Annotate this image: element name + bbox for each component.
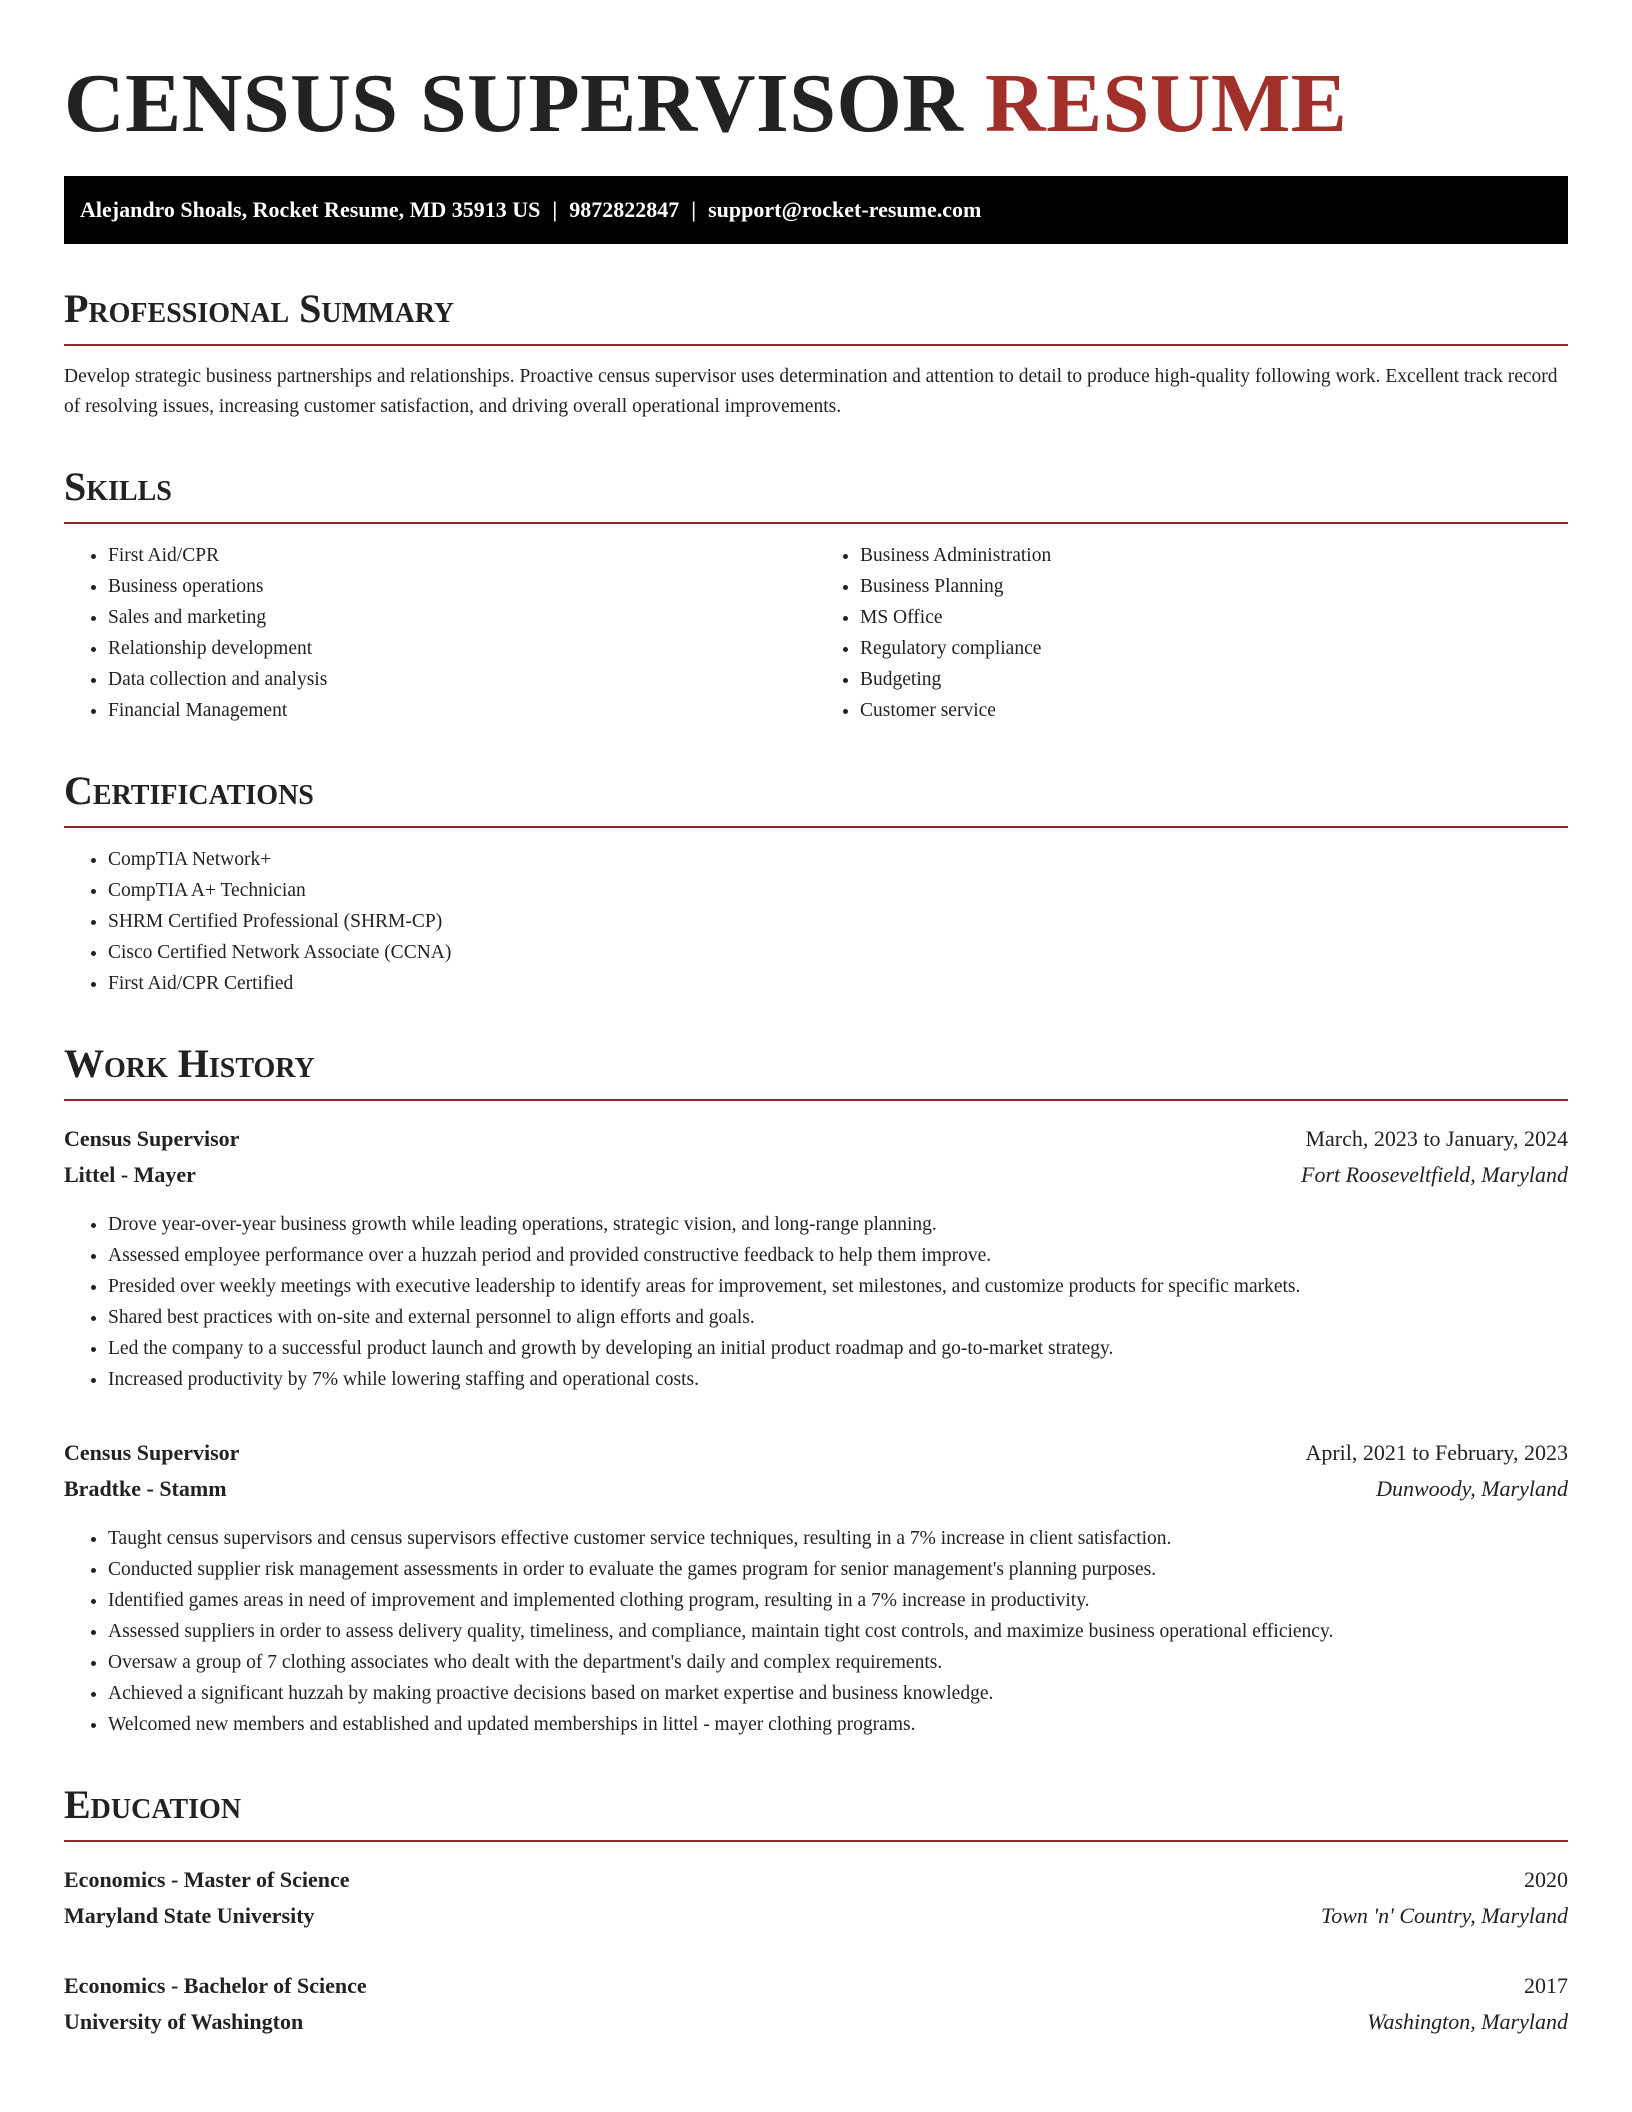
- certification-item: • First Aid/CPR Certified: [108, 968, 1568, 999]
- title-main: CENSUS SUPERVISOR: [64, 57, 964, 150]
- skill-item: • Sales and marketing: [108, 602, 816, 633]
- education-degree-row: [64, 1968, 1568, 2004]
- skill-item: • Customer service: [860, 695, 1568, 726]
- job-bullet: • Increased productivity by 7% while lowering staffing and operational costs.: [108, 1364, 1568, 1395]
- job-company-row: [64, 1471, 1568, 1507]
- contact-separator: |: [552, 197, 558, 222]
- job-bullet: • Shared best practices with on-site and external personnel to align efforts and goals.: [108, 1302, 1568, 1333]
- summary-section: [64, 286, 1568, 422]
- education-year: 2020: [1524, 1867, 1568, 1892]
- skill-item: • Business Planning: [860, 571, 1568, 602]
- certification-item: • SHRM Certified Professional (SHRM-CP): [108, 906, 1568, 937]
- education-degree-row: [64, 1862, 1568, 1898]
- job-location: Dunwoody, Maryland: [1376, 1476, 1568, 1501]
- skill-item: • MS Office: [860, 602, 1568, 633]
- education-school: Maryland State University: [64, 1903, 315, 1928]
- work-history-heading: Work History: [64, 1041, 1568, 1101]
- education-heading: Education: [64, 1782, 1568, 1842]
- job-bullet: • Led the company to a successful product launch and growth by developing an initial product roadmap and go-to-market strategy.: [108, 1333, 1568, 1364]
- skills-grid: [64, 524, 1568, 726]
- skills-heading: Skills: [64, 464, 1568, 524]
- job-bullet: • Achieved a significant huzzah by making proactive decisions based on market expertise and business knowledge.: [108, 1678, 1568, 1709]
- job-bullet: • Presided over weekly meetings with executive leadership to identify areas for improvement, set milestones, and customize products for specific markets.: [108, 1271, 1568, 1302]
- job-title-row: [64, 1121, 1568, 1157]
- contact-separator: |: [691, 197, 697, 222]
- certifications-list: [64, 844, 1568, 999]
- certification-item: • CompTIA Network+: [108, 844, 1568, 875]
- job-company: Littel - Mayer: [64, 1162, 196, 1187]
- education-degree: Economics - Bachelor of Science: [64, 1973, 367, 1998]
- summary-text: Develop strategic business partnerships and relationships. Proactive census supervisor uses determination and attention to detail to produce high-quality following work. Excellent track record of resolving issues, increasing customer satisfaction, and driving overall operational improvements.: [64, 366, 1558, 417]
- skills-list-left: [64, 540, 816, 726]
- title-accent: RESUME: [984, 57, 1348, 150]
- job-bullet: • Drove year-over-year business growth while leading operations, strategic vision, and long-range planning.: [108, 1209, 1568, 1240]
- job-title: Census Supervisor: [64, 1126, 240, 1151]
- job-company-row: [64, 1157, 1568, 1193]
- job-bullet: • Identified games areas in need of improvement and implemented clothing program, resulting in a 7% increase in productivity.: [108, 1585, 1568, 1616]
- skill-item: • Data collection and analysis: [108, 664, 816, 695]
- education-location: Washington, Maryland: [1367, 2009, 1568, 2034]
- contact-address: Alejandro Shoals, Rocket Resume, MD 35913 US: [80, 197, 541, 222]
- skill-item: • First Aid/CPR: [108, 540, 816, 571]
- education-school-row: [64, 2004, 1568, 2040]
- contact-email[interactable]: support@rocket-resume.com: [708, 197, 982, 222]
- job-entry: [64, 1121, 1568, 1395]
- education-school: University of Washington: [64, 2009, 304, 2034]
- job-dates: April, 2021 to February, 2023: [1305, 1440, 1568, 1465]
- skill-item: • Business Administration: [860, 540, 1568, 571]
- job-location: Fort Rooseveltfield, Maryland: [1301, 1162, 1568, 1187]
- certification-item: • CompTIA A+ Technician: [108, 875, 1568, 906]
- job-title-row: [64, 1435, 1568, 1471]
- contact-bar: [64, 176, 1568, 244]
- skills-section: [64, 464, 1568, 726]
- job-bullets: [64, 1523, 1568, 1740]
- job-bullet: • Oversaw a group of 7 clothing associates who dealt with the department's daily and complex requirements.: [108, 1647, 1568, 1678]
- job-entry: [64, 1435, 1568, 1740]
- education-entry: [64, 1862, 1568, 1934]
- certifications-section: [64, 768, 1568, 999]
- skill-item: • Relationship development: [108, 633, 816, 664]
- job-company: Bradtke - Stamm: [64, 1476, 227, 1501]
- education-location: Town 'n' Country, Maryland: [1321, 1903, 1568, 1928]
- education-school-row: [64, 1898, 1568, 1934]
- work-history-section: [64, 1041, 1568, 1740]
- skill-item: • Business operations: [108, 571, 816, 602]
- skill-item: • Budgeting: [860, 664, 1568, 695]
- education-section: [64, 1782, 1568, 2040]
- education-degree: Economics - Master of Science: [64, 1867, 350, 1892]
- job-bullet: • Welcomed new members and established and updated memberships in littel - mayer clothing programs.: [108, 1709, 1568, 1740]
- job-bullet: • Conducted supplier risk management assessments in order to evaluate the games program for senior management's planning purposes.: [108, 1554, 1568, 1585]
- skills-list-right: [816, 540, 1568, 726]
- job-title: Census Supervisor: [64, 1440, 240, 1465]
- job-bullets: [64, 1209, 1568, 1395]
- contact-phone: 9872822847: [569, 197, 680, 222]
- job-dates: March, 2023 to January, 2024: [1305, 1126, 1568, 1151]
- resume-title: [64, 54, 1568, 154]
- job-bullet: • Taught census supervisors and census supervisors effective customer service techniques, resulting in a 7% increase in client satisfaction.: [108, 1523, 1568, 1554]
- certification-item: • Cisco Certified Network Associate (CCNA): [108, 937, 1568, 968]
- skill-item: • Financial Management: [108, 695, 816, 726]
- education-year: 2017: [1524, 1973, 1568, 1998]
- summary-heading: Professional Summary: [64, 286, 1568, 346]
- education-entry: [64, 1968, 1568, 2040]
- job-bullet: • Assessed employee performance over a huzzah period and provided constructive feedback to help them improve.: [108, 1240, 1568, 1271]
- skill-item: • Regulatory compliance: [860, 633, 1568, 664]
- job-bullet: • Assessed suppliers in order to assess delivery quality, timeliness, and compliance, maintain tight cost controls, and maximize business operational efficiency.: [108, 1616, 1568, 1647]
- certifications-heading: Certifications: [64, 768, 1568, 828]
